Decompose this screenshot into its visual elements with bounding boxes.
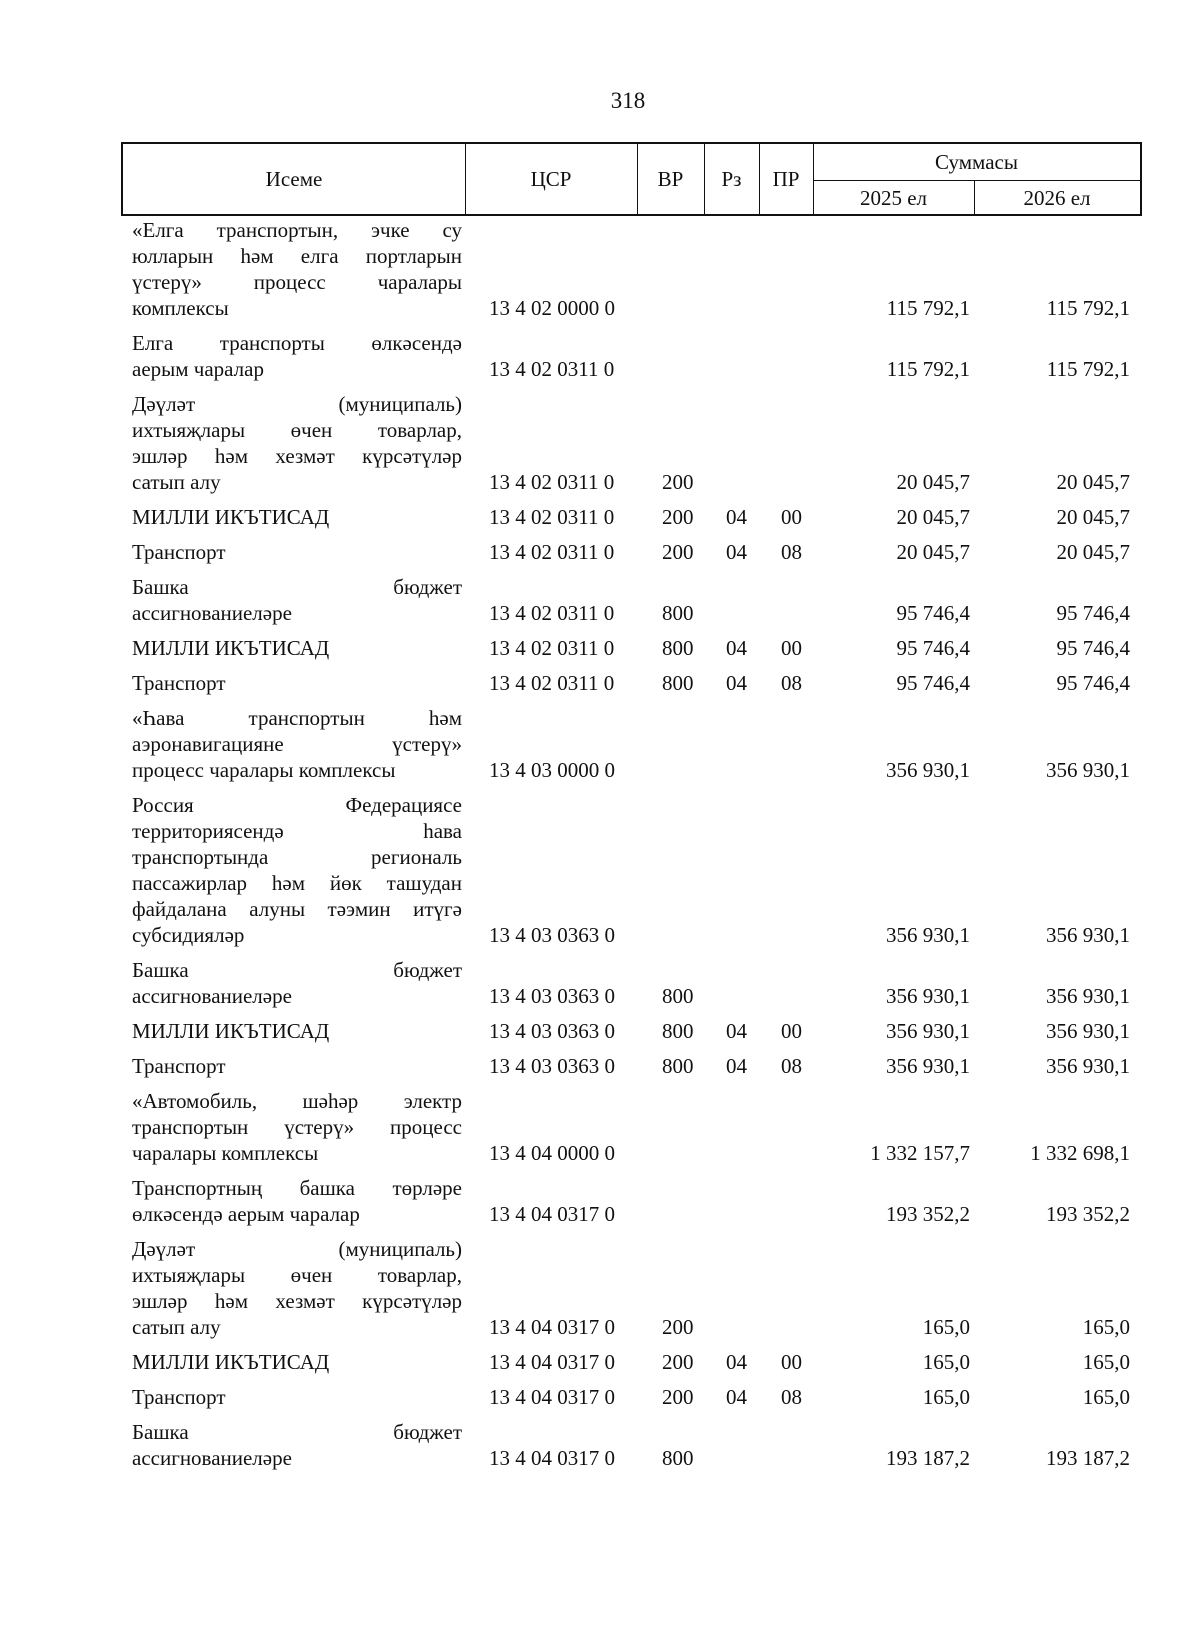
- row-name: [132, 957, 462, 1009]
- row-name: [132, 1349, 462, 1375]
- row-name-line: Башка бюджет: [132, 1420, 462, 1444]
- row-name-line: МИЛЛИ ИКЪТИСАД: [132, 636, 330, 660]
- row-sum-2026: 165,0: [1082, 1385, 1130, 1409]
- row-sum-2025: 115 792,1: [886, 296, 970, 320]
- row-name: [132, 792, 462, 948]
- row-sum-2026: 165,0: [1082, 1315, 1130, 1339]
- header-rz: Рз: [721, 166, 742, 191]
- table-row: [0, 574, 1200, 626]
- row-name-line: МИЛЛИ ИКЪТИСАД: [132, 1019, 330, 1043]
- row-sum-2026: 20 045,7: [1056, 540, 1130, 564]
- table-row: [0, 391, 1200, 495]
- row-name-line: Дәүләт (муниципаль): [132, 392, 462, 416]
- row-csr: 13 4 04 0317 0: [489, 1315, 615, 1339]
- row-name: [132, 1018, 462, 1044]
- row-csr: 13 4 04 0317 0: [489, 1202, 615, 1226]
- table-row: [0, 539, 1200, 565]
- row-csr: 13 4 03 0363 0: [489, 1019, 615, 1043]
- row-sum-2025: 20 045,7: [896, 540, 970, 564]
- row-vr: 200: [662, 1350, 694, 1374]
- row-rz: 04: [726, 505, 747, 529]
- row-sum-2025: 356 930,1: [886, 984, 970, 1008]
- row-name-line: ихтыяҗлары өчен товарлар,: [132, 1263, 462, 1287]
- row-vr: 200: [662, 470, 694, 494]
- row-vr: 800: [662, 1446, 694, 1470]
- row-vr: 800: [662, 671, 694, 695]
- row-name: [132, 635, 462, 661]
- table-row: [0, 217, 1200, 321]
- row-name-line: Транспорт: [132, 540, 226, 564]
- row-rz: 04: [726, 1385, 747, 1409]
- row-sum-2026: 356 930,1: [1046, 1019, 1130, 1043]
- row-name: [132, 1175, 462, 1227]
- row-csr: 13 4 02 0311 0: [489, 636, 615, 660]
- header-vr: ВР: [657, 166, 684, 191]
- row-vr: 800: [662, 1054, 694, 1078]
- row-vr: 200: [662, 540, 694, 564]
- row-name-line: МИЛЛИ ИКЪТИСАД: [132, 505, 330, 529]
- row-name-line: транспортында региональ: [132, 845, 462, 869]
- table-row: [0, 792, 1200, 948]
- row-sum-2026: 1 332 698,1: [1030, 1141, 1130, 1165]
- row-name-line: Россия Федерациясе: [132, 793, 462, 817]
- row-csr: 13 4 04 0317 0: [489, 1446, 615, 1470]
- row-sum-2026: 193 187,2: [1046, 1446, 1130, 1470]
- table-row: [0, 670, 1200, 696]
- header-name: Исеме: [265, 166, 323, 191]
- row-sum-2026: 20 045,7: [1056, 505, 1130, 529]
- row-vr: 200: [662, 1315, 694, 1339]
- row-name-line: ихтыяҗлары өчен товарлар,: [132, 418, 462, 442]
- row-sum-2026: 95 746,4: [1056, 636, 1130, 660]
- row-sum-2025: 1 332 157,7: [870, 1141, 970, 1165]
- row-sum-2026: 115 792,1: [1046, 357, 1130, 381]
- row-csr: 13 4 02 0311 0: [489, 357, 615, 381]
- row-sum-2026: 356 930,1: [1046, 984, 1130, 1008]
- row-name-line: Елга транспорты өлкәсендә: [132, 331, 462, 355]
- row-csr: 13 4 02 0311 0: [489, 601, 615, 625]
- row-name: [132, 1419, 462, 1471]
- header-sums: Суммасы: [935, 149, 1018, 174]
- row-csr: 13 4 04 0317 0: [489, 1350, 615, 1374]
- row-sum-2025: 356 930,1: [886, 923, 970, 947]
- row-pr: 08: [781, 1385, 802, 1409]
- row-name: [132, 1384, 462, 1410]
- row-name-line: аэронавигацияне үстерү»: [132, 732, 462, 756]
- row-sum-2025: 356 930,1: [886, 1054, 970, 1078]
- row-vr: 800: [662, 984, 694, 1008]
- row-rz: 04: [726, 540, 747, 564]
- row-vr: 200: [662, 1385, 694, 1409]
- row-rz: 04: [726, 1054, 747, 1078]
- row-rz: 04: [726, 636, 747, 660]
- table-row: [0, 705, 1200, 783]
- row-name-line: МИЛЛИ ИКЪТИСАД: [132, 1350, 330, 1374]
- row-name-line: «Һава транспортын һәм: [132, 706, 462, 730]
- row-csr: 13 4 02 0311 0: [489, 540, 615, 564]
- row-pr: 00: [781, 505, 802, 529]
- row-csr: 13 4 03 0000 0: [489, 758, 615, 782]
- row-name-line: сатып алу: [132, 470, 221, 494]
- row-name: [132, 574, 462, 626]
- row-name: [132, 1236, 462, 1340]
- table-row: [0, 1236, 1200, 1340]
- row-sum-2026: 356 930,1: [1046, 1054, 1130, 1078]
- header-pr: ПР: [772, 166, 800, 191]
- row-sum-2026: 356 930,1: [1046, 758, 1130, 782]
- page-number: 318: [610, 88, 646, 113]
- row-name-line: юлларын һәм елга портларын: [132, 244, 462, 268]
- row-name-line: территориясендә һава: [132, 819, 462, 843]
- row-sum-2026: 356 930,1: [1046, 923, 1130, 947]
- row-name-line: субсидияләр: [132, 923, 245, 947]
- row-csr: 13 4 02 0311 0: [489, 671, 615, 695]
- row-name-line: аерым чаралар: [132, 357, 264, 381]
- row-csr: 13 4 02 0000 0: [489, 296, 615, 320]
- row-sum-2025: 95 746,4: [896, 671, 970, 695]
- row-sum-2026: 193 352,2: [1046, 1202, 1130, 1226]
- row-name: [132, 705, 462, 783]
- row-sum-2025: 165,0: [922, 1385, 970, 1409]
- row-sum-2026: 20 045,7: [1056, 470, 1130, 494]
- row-name: [132, 1053, 462, 1079]
- row-rz: 04: [726, 671, 747, 695]
- row-name-line: процесс чаралары комплексы: [132, 758, 396, 782]
- row-name-line: үстерү» процесс чаралары: [132, 270, 462, 294]
- row-name-line: файдалана алуны тәэмин итүгә: [132, 897, 462, 921]
- table-row: [0, 1384, 1200, 1410]
- row-csr: 13 4 02 0311 0: [489, 505, 615, 529]
- row-sum-2025: 165,0: [922, 1315, 970, 1339]
- row-name: [132, 1088, 462, 1166]
- row-sum-2025: 95 746,4: [896, 636, 970, 660]
- row-vr: 800: [662, 636, 694, 660]
- header-year-2025: 2025 ел: [859, 185, 928, 210]
- row-name-line: пассажирлар һәм йөк ташудан: [132, 871, 462, 895]
- table-row: [0, 330, 1200, 382]
- row-name-line: Транспортның башка төрләре: [132, 1176, 462, 1200]
- row-pr: 08: [781, 671, 802, 695]
- row-name-line: Башка бюджет: [132, 575, 462, 599]
- row-name: [132, 539, 462, 565]
- row-sum-2025: 356 930,1: [886, 758, 970, 782]
- table-row: [0, 1419, 1200, 1471]
- table-row: [0, 957, 1200, 1009]
- row-sum-2026: 165,0: [1082, 1350, 1130, 1374]
- table-row: [0, 1175, 1200, 1227]
- table-row: [0, 635, 1200, 661]
- row-sum-2026: 115 792,1: [1046, 296, 1130, 320]
- row-name-line: транспортын үстерү» процесс: [132, 1115, 462, 1139]
- row-sum-2025: 193 352,2: [886, 1202, 970, 1226]
- row-pr: 00: [781, 1019, 802, 1043]
- row-sum-2025: 20 045,7: [896, 470, 970, 494]
- row-sum-2026: 95 746,4: [1056, 601, 1130, 625]
- row-vr: 200: [662, 505, 694, 529]
- row-name-line: Башка бюджет: [132, 958, 462, 982]
- table-row: [0, 1018, 1200, 1044]
- row-rz: 04: [726, 1350, 747, 1374]
- table-row: [0, 1053, 1200, 1079]
- row-sum-2025: 20 045,7: [896, 505, 970, 529]
- row-pr: 08: [781, 1054, 802, 1078]
- row-name-line: «Автомобиль, шәһәр электр: [132, 1089, 462, 1113]
- row-vr: 800: [662, 601, 694, 625]
- row-name: [132, 504, 462, 530]
- row-sum-2025: 165,0: [922, 1350, 970, 1374]
- header-csr: ЦСР: [530, 166, 572, 191]
- row-csr: 13 4 03 0363 0: [489, 1054, 615, 1078]
- row-name: [132, 391, 462, 495]
- row-csr: 13 4 02 0311 0: [489, 470, 615, 494]
- table-row: [0, 1349, 1200, 1375]
- row-pr: 00: [781, 1350, 802, 1374]
- row-csr: 13 4 04 0317 0: [489, 1385, 615, 1409]
- row-name-line: ассигнованиеләре: [132, 984, 292, 1008]
- table-row: [0, 504, 1200, 530]
- row-vr: 800: [662, 1019, 694, 1043]
- row-name-line: ассигнованиеләре: [132, 1446, 292, 1470]
- row-rz: 04: [726, 1019, 747, 1043]
- row-name-line: өлкәсендә аерым чаралар: [132, 1202, 360, 1226]
- row-csr: 13 4 03 0363 0: [489, 923, 615, 947]
- row-csr: 13 4 04 0000 0: [489, 1141, 615, 1165]
- row-name: [132, 330, 462, 382]
- row-sum-2025: 115 792,1: [886, 357, 970, 381]
- row-sum-2025: 95 746,4: [896, 601, 970, 625]
- row-name-line: комплексы: [132, 296, 229, 320]
- row-sum-2025: 356 930,1: [886, 1019, 970, 1043]
- row-name-line: Транспорт: [132, 1054, 226, 1078]
- header-year-2026: 2026 ел: [1023, 185, 1091, 210]
- table-row: [0, 1088, 1200, 1166]
- row-csr: 13 4 03 0363 0: [489, 984, 615, 1008]
- row-name-line: сатып алу: [132, 1315, 221, 1339]
- row-name: [132, 670, 462, 696]
- row-name-line: Транспорт: [132, 671, 226, 695]
- row-sum-2025: 193 187,2: [886, 1446, 970, 1470]
- row-name-line: «Елга транспортын, эчке су: [132, 218, 462, 242]
- row-name-line: Дәүләт (муниципаль): [132, 1237, 462, 1261]
- row-name-line: Транспорт: [132, 1385, 226, 1409]
- row-pr: 00: [781, 636, 802, 660]
- row-pr: 08: [781, 540, 802, 564]
- row-name-line: эшләр һәм хезмәт күрсәтүләр: [132, 444, 462, 468]
- row-name-line: чаралары комплексы: [132, 1141, 319, 1165]
- row-name-line: ассигнованиеләре: [132, 601, 292, 625]
- row-name-line: эшләр һәм хезмәт күрсәтүләр: [132, 1289, 462, 1313]
- row-sum-2026: 95 746,4: [1056, 671, 1130, 695]
- row-name: [132, 217, 462, 321]
